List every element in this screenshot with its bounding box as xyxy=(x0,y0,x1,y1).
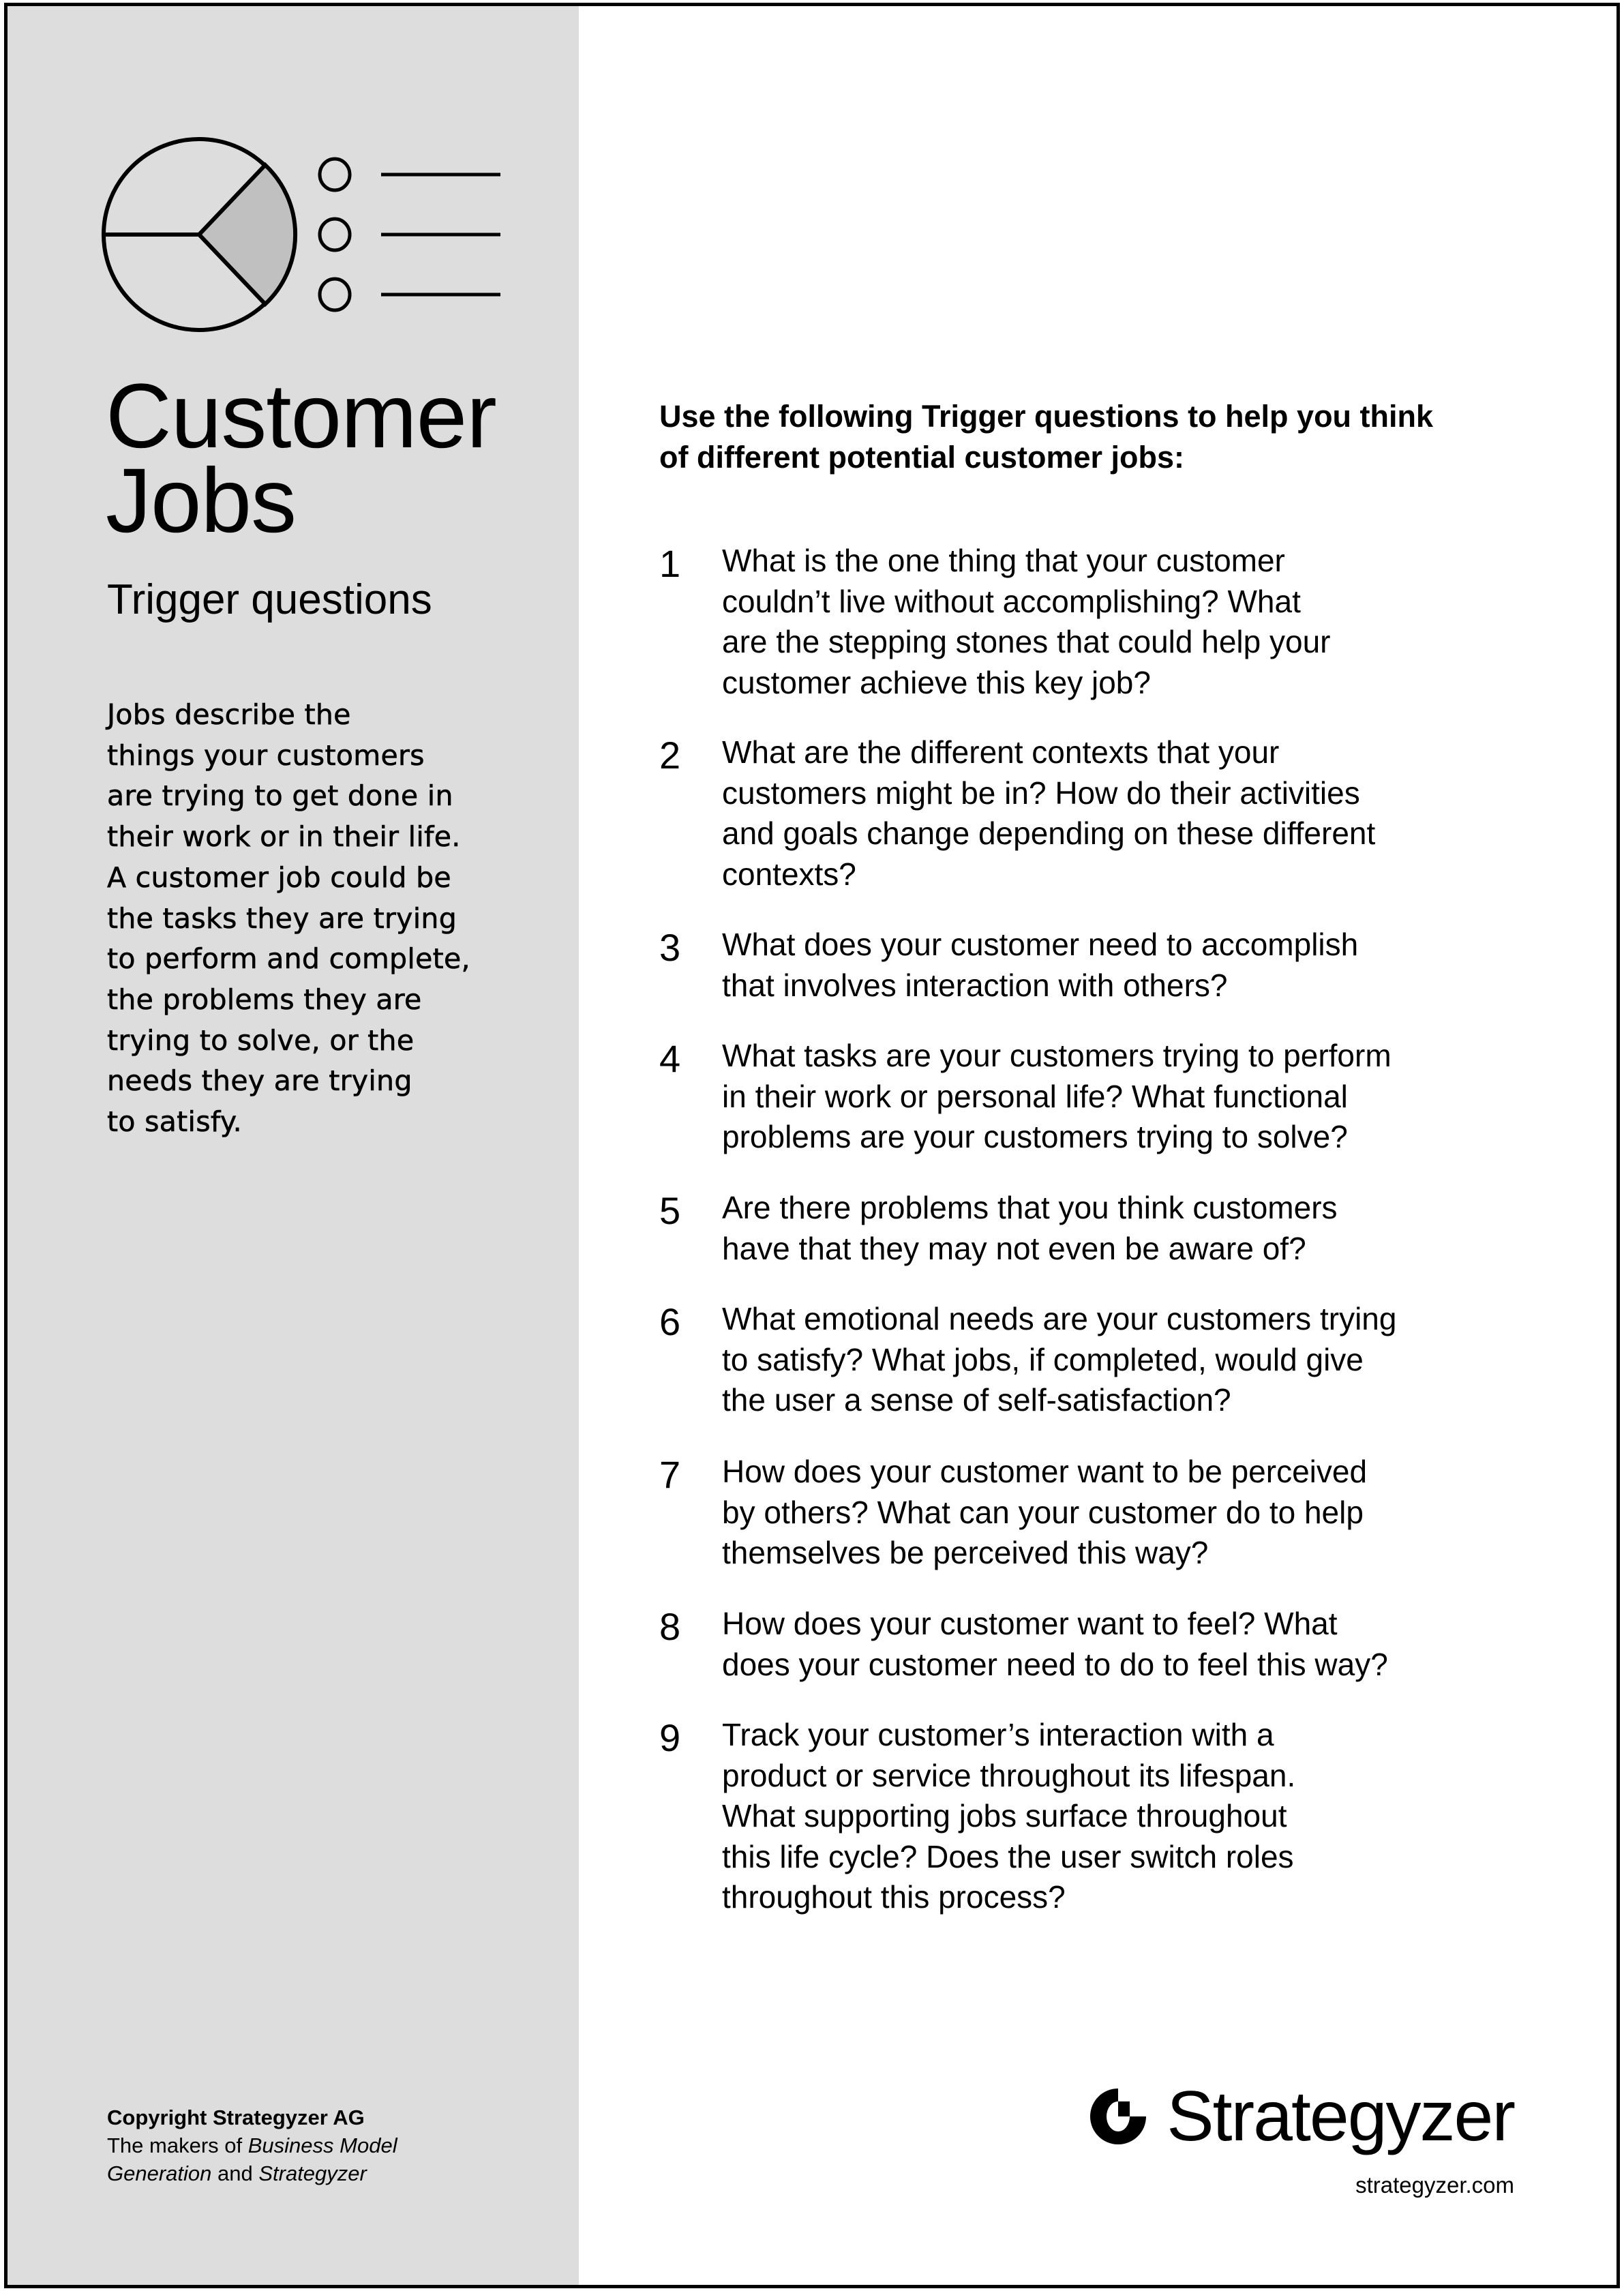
question-line: the user a sense of self-satisfaction? xyxy=(722,1382,1231,1418)
makers-line-2 xyxy=(107,2159,397,2187)
question-text xyxy=(722,925,1574,1006)
question-line: Track your customer’s interaction with a xyxy=(722,1717,1274,1752)
question-line: customer achieve this key job? xyxy=(722,664,1151,700)
copyright-footer xyxy=(107,2103,397,2187)
question-line: in their work or personal life? What functional xyxy=(722,1078,1348,1114)
intro-line: of different potential customer jobs: xyxy=(659,440,1185,475)
title-line-1: Customer xyxy=(106,365,496,467)
question-line: What supporting jobs surface throughout xyxy=(722,1798,1287,1833)
question-number: 9 xyxy=(659,1716,681,1759)
question-text xyxy=(722,1036,1574,1158)
question-number: 5 xyxy=(659,1189,681,1232)
question-line: couldn’t live without accomplishing? What xyxy=(722,583,1301,619)
question-line: throughout this process? xyxy=(722,1879,1066,1915)
description-line: to perform and complete, xyxy=(107,942,470,976)
makers-conjunction: and xyxy=(211,2161,259,2185)
page-frame xyxy=(4,3,1620,2288)
question-line: this life cycle? Does the user switch roles xyxy=(722,1838,1294,1874)
question-line: themselves be perceived this way? xyxy=(722,1535,1209,1570)
question-text xyxy=(722,1715,1574,1918)
question-line: What emotional needs are your customers trying xyxy=(722,1301,1397,1336)
description-line: to satisfy. xyxy=(107,1105,242,1139)
question-line: What are the different contexts that your xyxy=(722,734,1280,770)
question-line: contexts? xyxy=(722,856,856,892)
questions-panel xyxy=(579,6,1617,2285)
description-line: needs they are trying xyxy=(107,1064,412,1098)
left-sidebar-panel xyxy=(7,6,579,2285)
question-line: What tasks are your customers trying to perform xyxy=(722,1038,1392,1073)
brand-url-link[interactable]: strategyzer.com xyxy=(1355,2172,1514,2198)
title-line-2: Jobs xyxy=(106,450,297,552)
product-name: Strategyzer xyxy=(258,2161,367,2185)
question-number: 8 xyxy=(659,1605,681,1648)
question-number: 3 xyxy=(659,926,681,969)
question-number: 7 xyxy=(659,1453,681,1496)
description-line: Jobs describe the xyxy=(107,698,351,731)
question-line: Are there problems that you think customers xyxy=(722,1190,1338,1225)
question-line: How does your customer want to feel? What xyxy=(722,1606,1338,1641)
question-line: What does your customer need to accomplish xyxy=(722,927,1359,962)
question-text xyxy=(722,1604,1574,1685)
question-line: that involves interaction with others? xyxy=(722,967,1228,1003)
brand-row xyxy=(1087,2079,1514,2154)
question-line: have that they may not even be aware of? xyxy=(722,1230,1306,1266)
description-line: A customer job could be xyxy=(107,860,451,894)
makers-line-1 xyxy=(107,2131,397,2159)
brand-name: Strategyzer xyxy=(1167,2077,1514,2156)
question-line: How does your customer want to be perceived xyxy=(722,1454,1368,1489)
brand-block xyxy=(1023,2079,1514,2215)
question-text xyxy=(722,1452,1574,1574)
question-text xyxy=(722,1299,1574,1421)
question-line: are the stepping stones that could help your xyxy=(722,624,1331,659)
question-line: What is the one thing that your customer xyxy=(722,543,1285,578)
description-line: things your customers xyxy=(107,738,425,772)
question-text xyxy=(722,732,1574,895)
question-line: to satisfy? What jobs, if completed, would give xyxy=(722,1341,1364,1377)
book-title-part-1: Business Model xyxy=(247,2133,397,2157)
intro-heading xyxy=(659,396,1559,478)
intro-line: Use the following Trigger questions to help you think xyxy=(659,399,1434,434)
question-number: 1 xyxy=(659,542,681,585)
question-line: by others? What can your customer do to help xyxy=(722,1494,1364,1530)
question-number: 6 xyxy=(659,1300,681,1343)
page-subtitle: Trigger questions xyxy=(107,576,432,623)
page-title xyxy=(106,365,496,552)
question-line: problems are your customers trying to solve? xyxy=(722,1119,1348,1154)
description-line: the problems they are xyxy=(107,983,422,1016)
strategyzer-logo-icon xyxy=(1087,2086,1149,2147)
description-line: trying to solve, or the xyxy=(107,1023,415,1057)
book-title-part-2: Generation xyxy=(107,2161,212,2185)
question-number: 4 xyxy=(659,1037,681,1080)
question-number: 2 xyxy=(659,734,681,777)
question-text xyxy=(722,1188,1574,1269)
question-text xyxy=(722,541,1574,703)
question-line: does your customer need to do to feel this way? xyxy=(722,1646,1388,1682)
question-line: and goals change depending on these different xyxy=(722,815,1376,851)
description-paragraph xyxy=(107,695,543,1143)
description-line: the tasks they are trying xyxy=(107,901,457,935)
description-line: are trying to get done in xyxy=(107,779,453,813)
question-line: customers might be in? How do their activities xyxy=(722,775,1360,811)
copyright-text: Copyright Strategyzer AG xyxy=(107,2106,365,2129)
pie-chart-checklist-icon xyxy=(102,132,511,350)
description-line: their work or in their life. xyxy=(107,820,461,854)
question-line: product or service throughout its lifespan. xyxy=(722,1757,1296,1793)
makers-prefix: The makers of xyxy=(107,2133,248,2157)
